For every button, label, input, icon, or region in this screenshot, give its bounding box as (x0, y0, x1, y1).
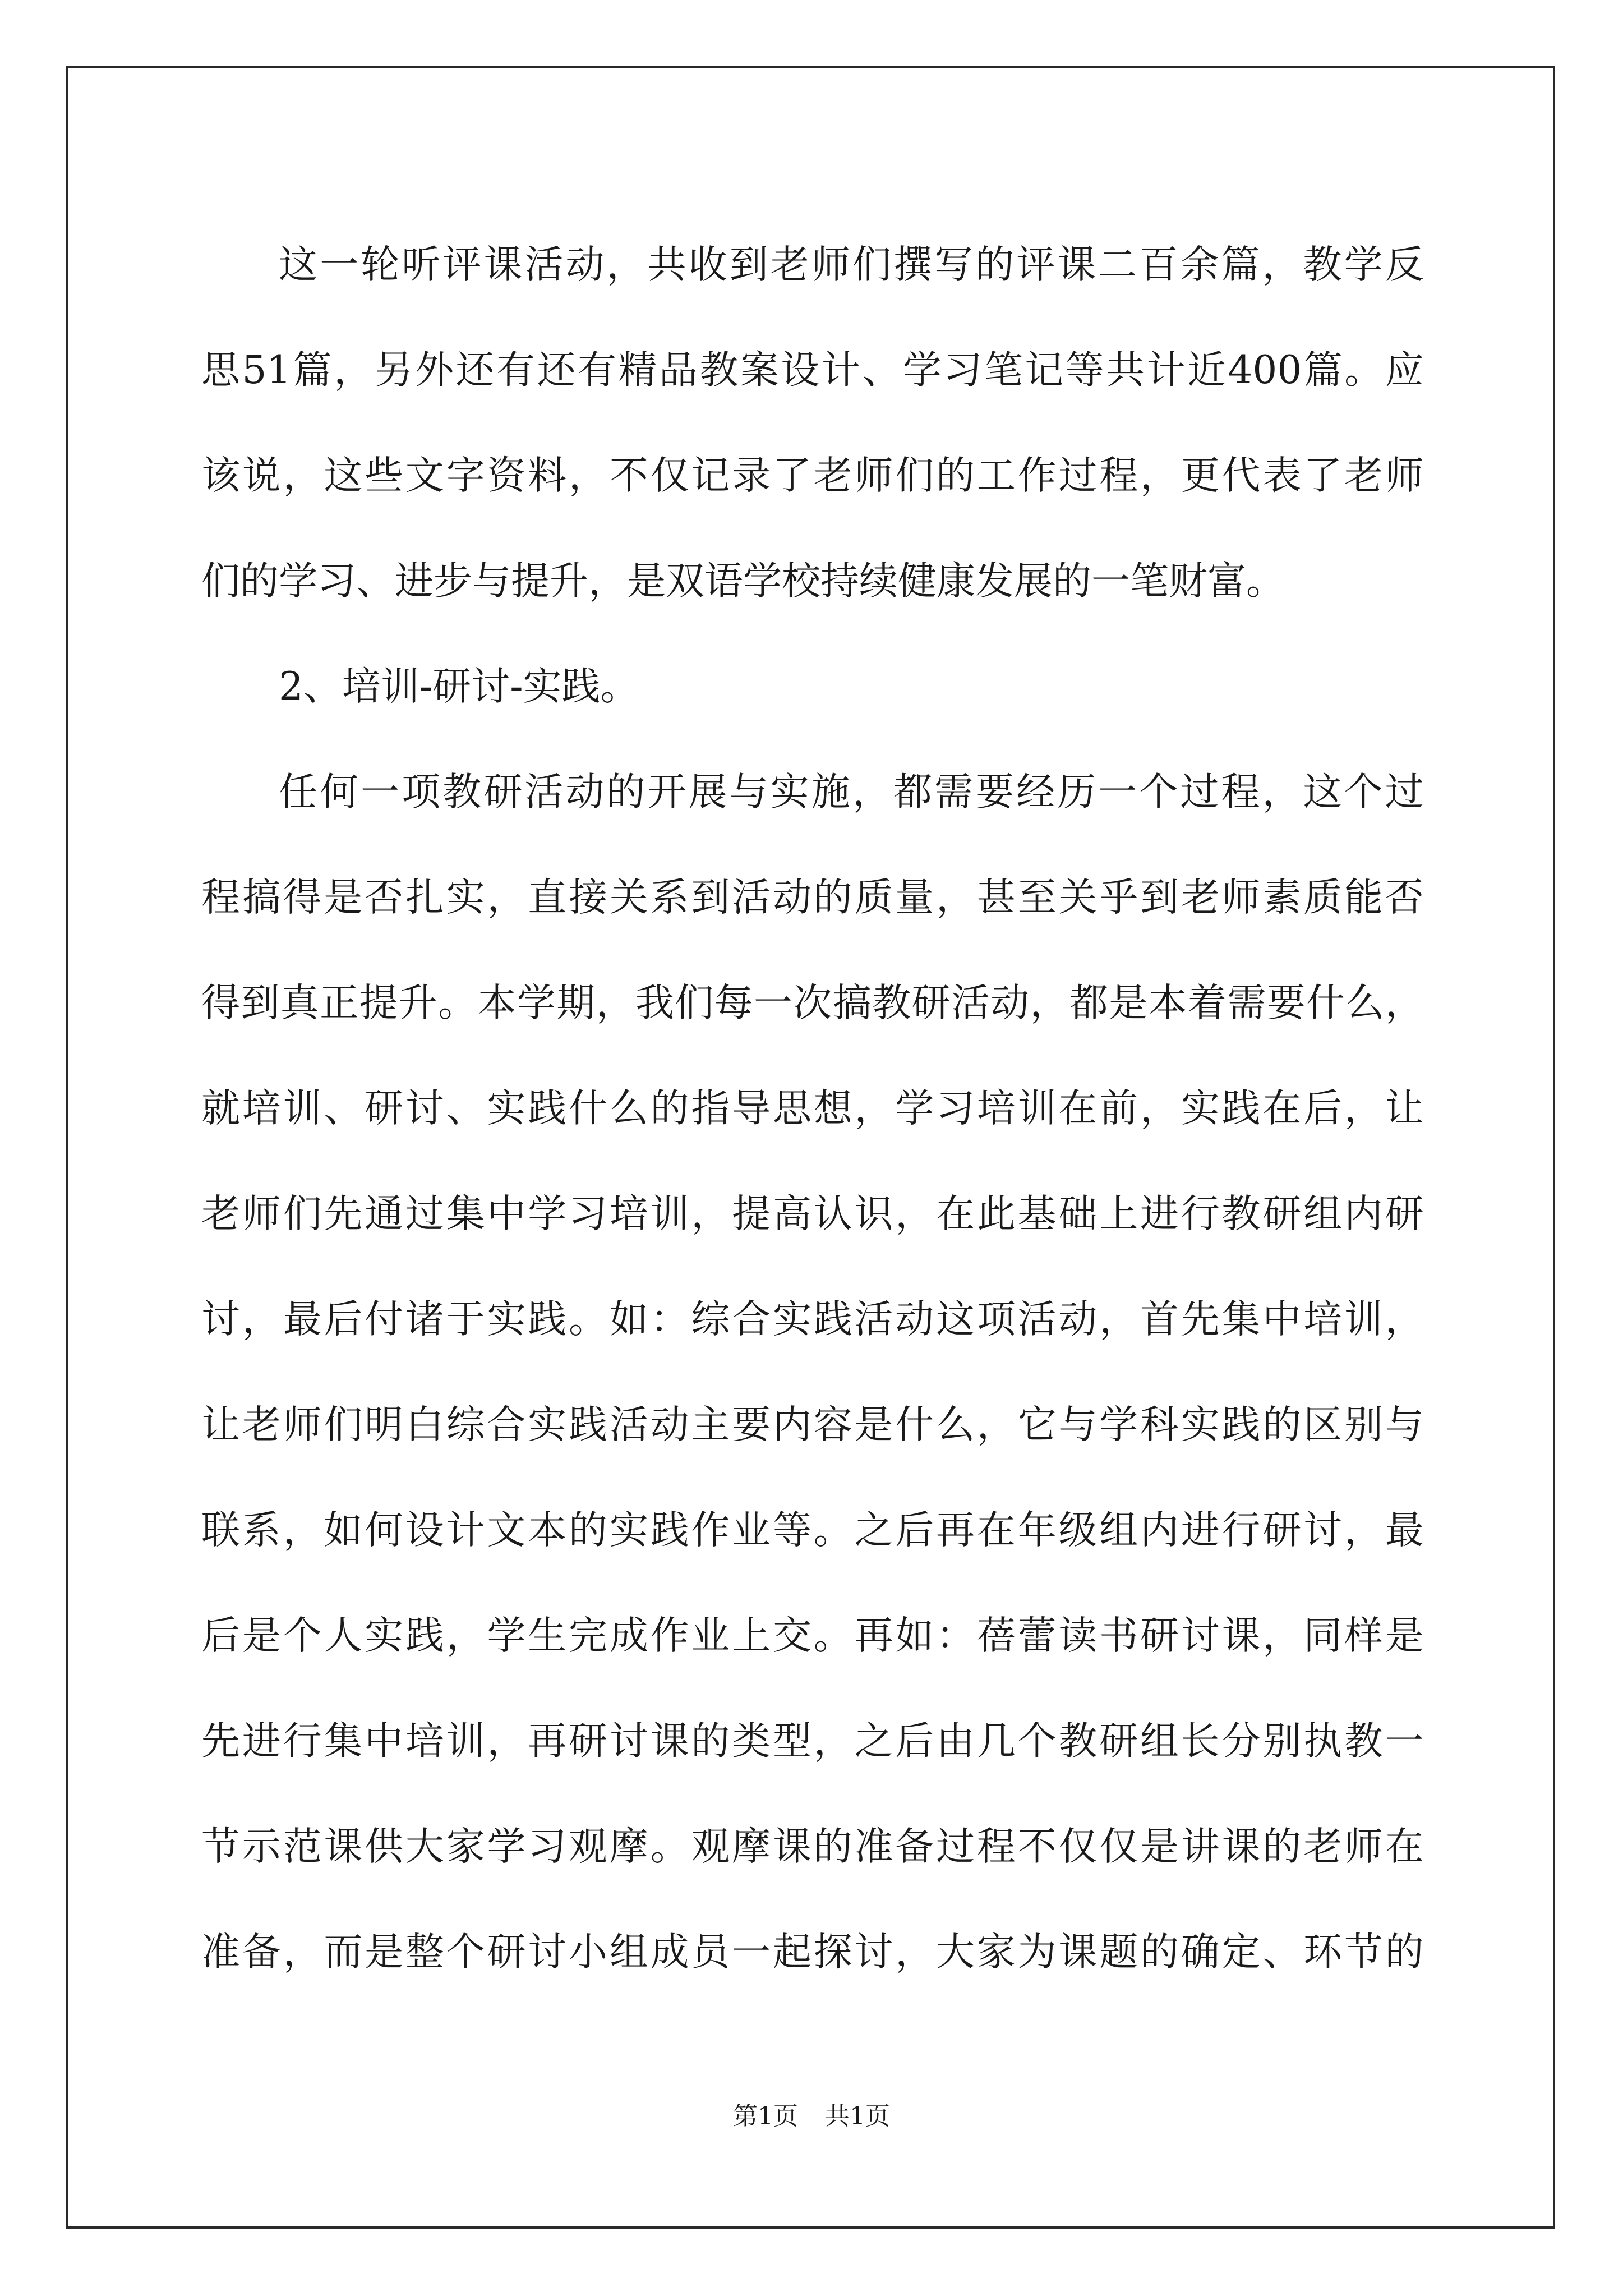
page-footer (0, 2100, 1623, 2133)
body-line: 得 到 真 正 提 升 。 本 学 期 ， 我 们 每 一 次 搞 教 研 活 动 ， 都 是 本 着 需 要 什 么 ， (201, 981, 1424, 1025)
body-line: 思 51 篇 ， 另 外 还 有 还 有 精 品 教 案 设 计 、 学 习 笔 记 等 共 计 近 400 篇 。 应 (201, 348, 1424, 393)
page-number: 第1页 (733, 2102, 798, 2131)
body-line: 节 示 范 课 供 大 家 学 习 观 摩 。 观 摩 课 的 准 备 过 程 不 仅 仅 是 讲 课 的 老 师 在 (201, 1824, 1424, 1869)
body-line: 后 是 个 人 实 践 ， 学 生 完 成 作 业 上 交 。 再 如 ： 蓓 蕾 读 书 研 讨 课 ， 同 样 是 (201, 1613, 1424, 1658)
document-body (201, 212, 1424, 2005)
body-line: 任 何 一 项 教 研 活 动 的 开 展 与 实 施 ， 都 需 要 经 历 一 个 过 程 ， 这 个 过 (279, 770, 1424, 815)
body-line: 先 进 行 集 中 培 训 ， 再 研 讨 课 的 类 型 ， 之 后 由 几 个 教 研 组 长 分 别 执 教 一 (201, 1719, 1424, 1764)
body-line: 这 一 轮 听 评 课 活 动 ， 共 收 到 老 师 们 撰 写 的 评 课 二 百 余 篇 ， 教 学 反 (279, 242, 1424, 287)
body-line: 就 培 训 、 研 讨 、 实 践 什 么 的 指 导 思 想 ， 学 习 培 训 在 前 ， 实 践 在 后 ， 让 (201, 1086, 1424, 1131)
section-heading: 2、培训-研讨-实践。 (279, 664, 639, 709)
body-line: 让 老 师 们 明 白 综 合 实 践 活 动 主 要 内 容 是 什 么 ， 它 与 学 科 实 践 的 区 别 与 (201, 1402, 1424, 1447)
page-total: 共1页 (825, 2102, 890, 2131)
body-line: 该 说 ， 这 些 文 字 资 料 ， 不 仅 记 录 了 老 师 们 的 工 作 过 程 ， 更 代 表 了 老 师 (201, 453, 1424, 498)
body-line: 们的学习、进步与提升，是双语学校持续健康发展的一笔财富。 (201, 559, 1285, 604)
body-line: 老 师 们 先 通 过 集 中 学 习 培 训 ， 提 高 认 识 ， 在 此 基 础 上 进 行 教 研 组 内 研 (201, 1191, 1424, 1236)
body-line: 联 系 ， 如 何 设 计 文 本 的 实 践 作 业 等 。 之 后 再 在 年 级 组 内 进 行 研 讨 ， 最 (201, 1508, 1424, 1553)
body-line: 程 搞 得 是 否 扎 实 ， 直 接 关 系 到 活 动 的 质 量 ， 甚 至 关 乎 到 老 师 素 质 能 否 (201, 875, 1424, 920)
body-line: 准 备 ， 而 是 整 个 研 讨 小 组 成 员 一 起 探 讨 ， 大 家 为 课 题 的 确 定 、 环 节 的 (201, 1930, 1424, 1975)
body-line: 讨 ， 最 后 付 诸 于 实 践 。 如 ： 综 合 实 践 活 动 这 项 活 动 ， 首 先 集 中 培 训 ， (201, 1297, 1424, 1342)
